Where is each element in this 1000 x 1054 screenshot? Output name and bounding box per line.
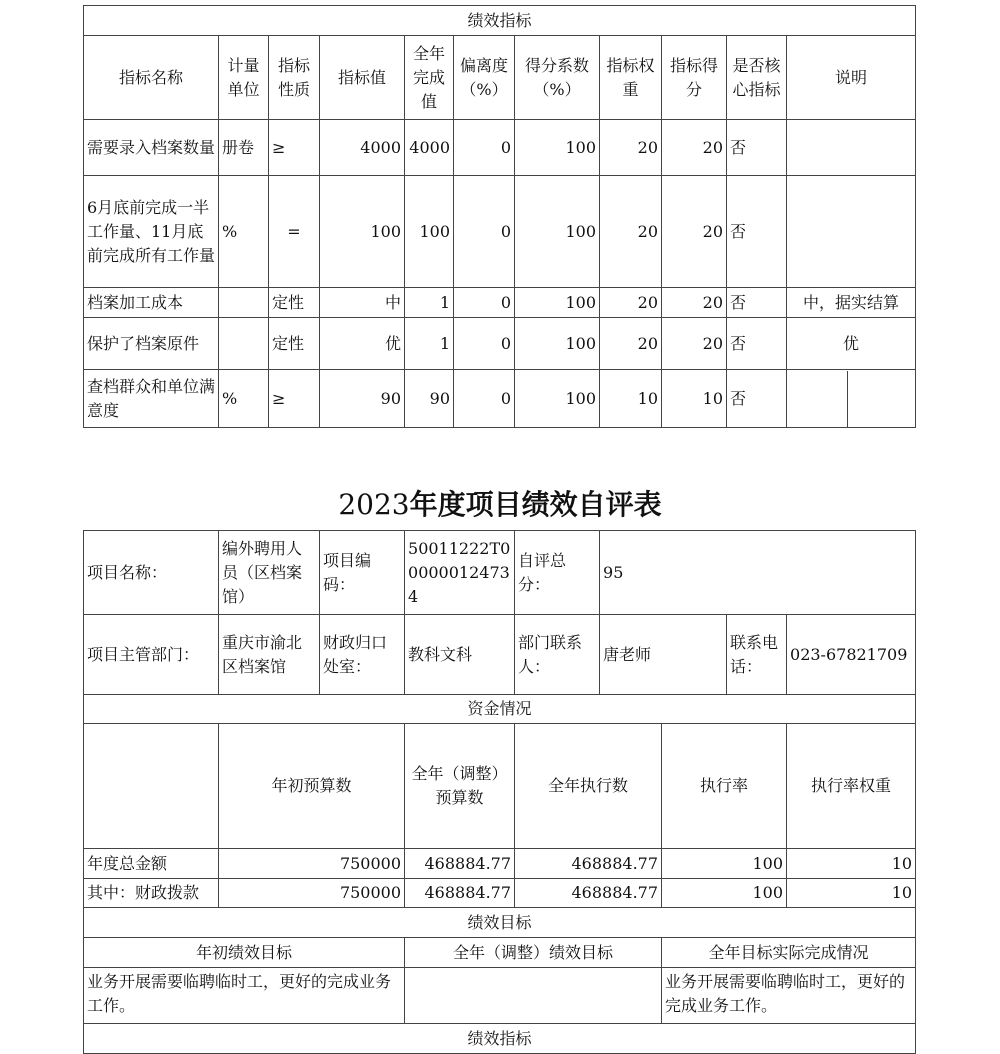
nature-cell: ≥ <box>269 120 320 176</box>
table-row <box>84 120 916 176</box>
funds-header-cell: 全年执行数 <box>515 724 662 849</box>
unit-cell <box>219 318 269 370</box>
indicator-name: 档案加工成本 <box>84 288 219 318</box>
funds-section-header: 资金情况 <box>84 695 916 724</box>
goals-header-cell: 全年（调整）绩效目标 <box>405 938 662 968</box>
target-cell: 优 <box>320 318 405 370</box>
page-title <box>0 485 1000 525</box>
done-cell: 100 <box>405 176 454 288</box>
section-header: 绩效指标 <box>84 6 916 36</box>
table-row <box>84 879 916 908</box>
title-text: 年度项目绩效自评表 <box>409 488 662 521</box>
target-cell: 4000 <box>320 120 405 176</box>
project-code-label: 项目编码： <box>320 531 405 615</box>
target-cell: 90 <box>320 370 405 428</box>
funds-header-blank <box>84 724 219 849</box>
title-year: 2023 <box>338 488 410 521</box>
note-cell <box>787 120 916 176</box>
self-evaluation-table <box>83 530 916 1054</box>
coef-cell: 100 <box>515 318 600 370</box>
goal-initial: 业务开展需要临聘临时工，更好的完成业务工作。 <box>84 968 405 1024</box>
core-cell: 否 <box>727 288 787 318</box>
unit-cell: 册卷 <box>219 120 269 176</box>
rate-weight-cell: 10 <box>787 879 916 908</box>
nature-cell: 定性 <box>269 288 320 318</box>
rate-cell: 100 <box>662 879 787 908</box>
project-code-value: 50011222T000000124734 <box>405 531 515 615</box>
weight-cell: 20 <box>600 120 662 176</box>
header-cell: 指标得分 <box>662 36 727 120</box>
indicator-name: 查档群众和单位满意度 <box>84 370 219 428</box>
goals-header-cell: 年初绩效目标 <box>84 938 405 968</box>
goal-adjusted <box>405 968 662 1024</box>
score-cell: 20 <box>662 318 727 370</box>
project-info-row <box>84 531 916 615</box>
budget-cell: 750000 <box>219 879 405 908</box>
header-cell: 计量单位 <box>219 36 269 120</box>
indicator-name: 6月底前完成一半工作量、11月底前完成所有工作量 <box>84 176 219 288</box>
score-cell: 10 <box>662 370 727 428</box>
core-cell: 否 <box>727 370 787 428</box>
weight-cell: 10 <box>600 370 662 428</box>
funds-header-cell: 年初预算数 <box>219 724 405 849</box>
project-name-label: 项目名称： <box>84 531 219 615</box>
goals-header-cell: 全年目标实际完成情况 <box>662 938 916 968</box>
finance-label: 财政归口处室： <box>320 615 405 695</box>
target-cell: 100 <box>320 176 405 288</box>
header-cell: 说明 <box>787 36 916 120</box>
coef-cell: 100 <box>515 176 600 288</box>
score-cell: 20 <box>662 120 727 176</box>
dept-value: 重庆市渝北区档案馆 <box>219 615 320 695</box>
weight-cell: 20 <box>600 176 662 288</box>
table-row <box>84 176 916 288</box>
header-cell: 偏离度（%） <box>454 36 515 120</box>
unit-cell: % <box>219 176 269 288</box>
dept-info-row <box>84 615 916 695</box>
done-cell: 1 <box>405 318 454 370</box>
goals-header-row <box>84 938 916 968</box>
budget-cell: 750000 <box>219 849 405 879</box>
funds-row-label: 其中：财政拨款 <box>84 879 219 908</box>
coef-cell: 100 <box>515 370 600 428</box>
phone-label: 联系电话： <box>727 615 787 695</box>
score-value: 95 <box>600 531 916 615</box>
deviation-cell: 0 <box>454 176 515 288</box>
header-cell: 得分系数（%） <box>515 36 600 120</box>
performance-indicator-table <box>83 5 916 428</box>
executed-cell: 468884.77 <box>515 879 662 908</box>
weight-cell: 20 <box>600 318 662 370</box>
indicator-name: 保护了档案原件 <box>84 318 219 370</box>
contact-label: 部门联系人： <box>515 615 600 695</box>
dept-label: 项目主管部门： <box>84 615 219 695</box>
goal-actual: 业务开展需要临聘临时工，更好的完成业务工作。 <box>662 968 916 1024</box>
finance-value: 教科文科 <box>405 615 515 695</box>
funds-header-cell: 执行率权重 <box>787 724 916 849</box>
table-row <box>84 370 916 428</box>
project-name-value: 编外聘用人员（区档案馆） <box>219 531 320 615</box>
score-label: 自评总分： <box>515 531 600 615</box>
note-cell <box>787 176 916 288</box>
rate-weight-cell: 10 <box>787 849 916 879</box>
funds-header-cell: 执行率 <box>662 724 787 849</box>
note-subcell <box>787 371 848 427</box>
table-row <box>84 318 916 370</box>
table-row <box>84 288 916 318</box>
header-cell: 是否核心指标 <box>727 36 787 120</box>
indicator-name: 需要录入档案数量 <box>84 120 219 176</box>
phone-value: 023-67821709 <box>787 615 916 695</box>
executed-cell: 468884.77 <box>515 849 662 879</box>
table-row <box>84 849 916 879</box>
note-subcell <box>848 371 915 427</box>
core-cell: 否 <box>727 318 787 370</box>
target-cell: 中 <box>320 288 405 318</box>
rate-cell: 100 <box>662 849 787 879</box>
header-cell: 指标值 <box>320 36 405 120</box>
adjusted-cell: 468884.77 <box>405 879 515 908</box>
header-cell: 指标性质 <box>269 36 320 120</box>
funds-header-row <box>84 724 916 849</box>
unit-cell: % <box>219 370 269 428</box>
goals-section-header: 绩效目标 <box>84 908 916 938</box>
coef-cell: 100 <box>515 288 600 318</box>
header-cell: 全年完成值 <box>405 36 454 120</box>
adjusted-cell: 468884.77 <box>405 849 515 879</box>
header-cell: 指标名称 <box>84 36 219 120</box>
note-cell <box>787 370 916 428</box>
funds-header-cell: 全年（调整）预算数 <box>405 724 515 849</box>
note-cell: 中，据实结算 <box>787 288 916 318</box>
note-cell: 优 <box>787 318 916 370</box>
coef-cell: 100 <box>515 120 600 176</box>
core-cell: 否 <box>727 120 787 176</box>
done-cell: 1 <box>405 288 454 318</box>
done-cell: 4000 <box>405 120 454 176</box>
deviation-cell: 0 <box>454 370 515 428</box>
weight-cell: 20 <box>600 288 662 318</box>
nature-cell: = <box>269 176 320 288</box>
indicators-section-header: 绩效指标 <box>84 1024 916 1054</box>
funds-row-label: 年度总金额 <box>84 849 219 879</box>
contact-value: 唐老师 <box>600 615 727 695</box>
nature-cell: 定性 <box>269 318 320 370</box>
goals-row <box>84 968 916 1024</box>
unit-cell <box>219 288 269 318</box>
nature-cell: ≥ <box>269 370 320 428</box>
deviation-cell: 0 <box>454 318 515 370</box>
deviation-cell: 0 <box>454 120 515 176</box>
header-cell: 指标权重 <box>600 36 662 120</box>
done-cell: 90 <box>405 370 454 428</box>
score-cell: 20 <box>662 176 727 288</box>
score-cell: 20 <box>662 288 727 318</box>
deviation-cell: 0 <box>454 288 515 318</box>
core-cell: 否 <box>727 176 787 288</box>
